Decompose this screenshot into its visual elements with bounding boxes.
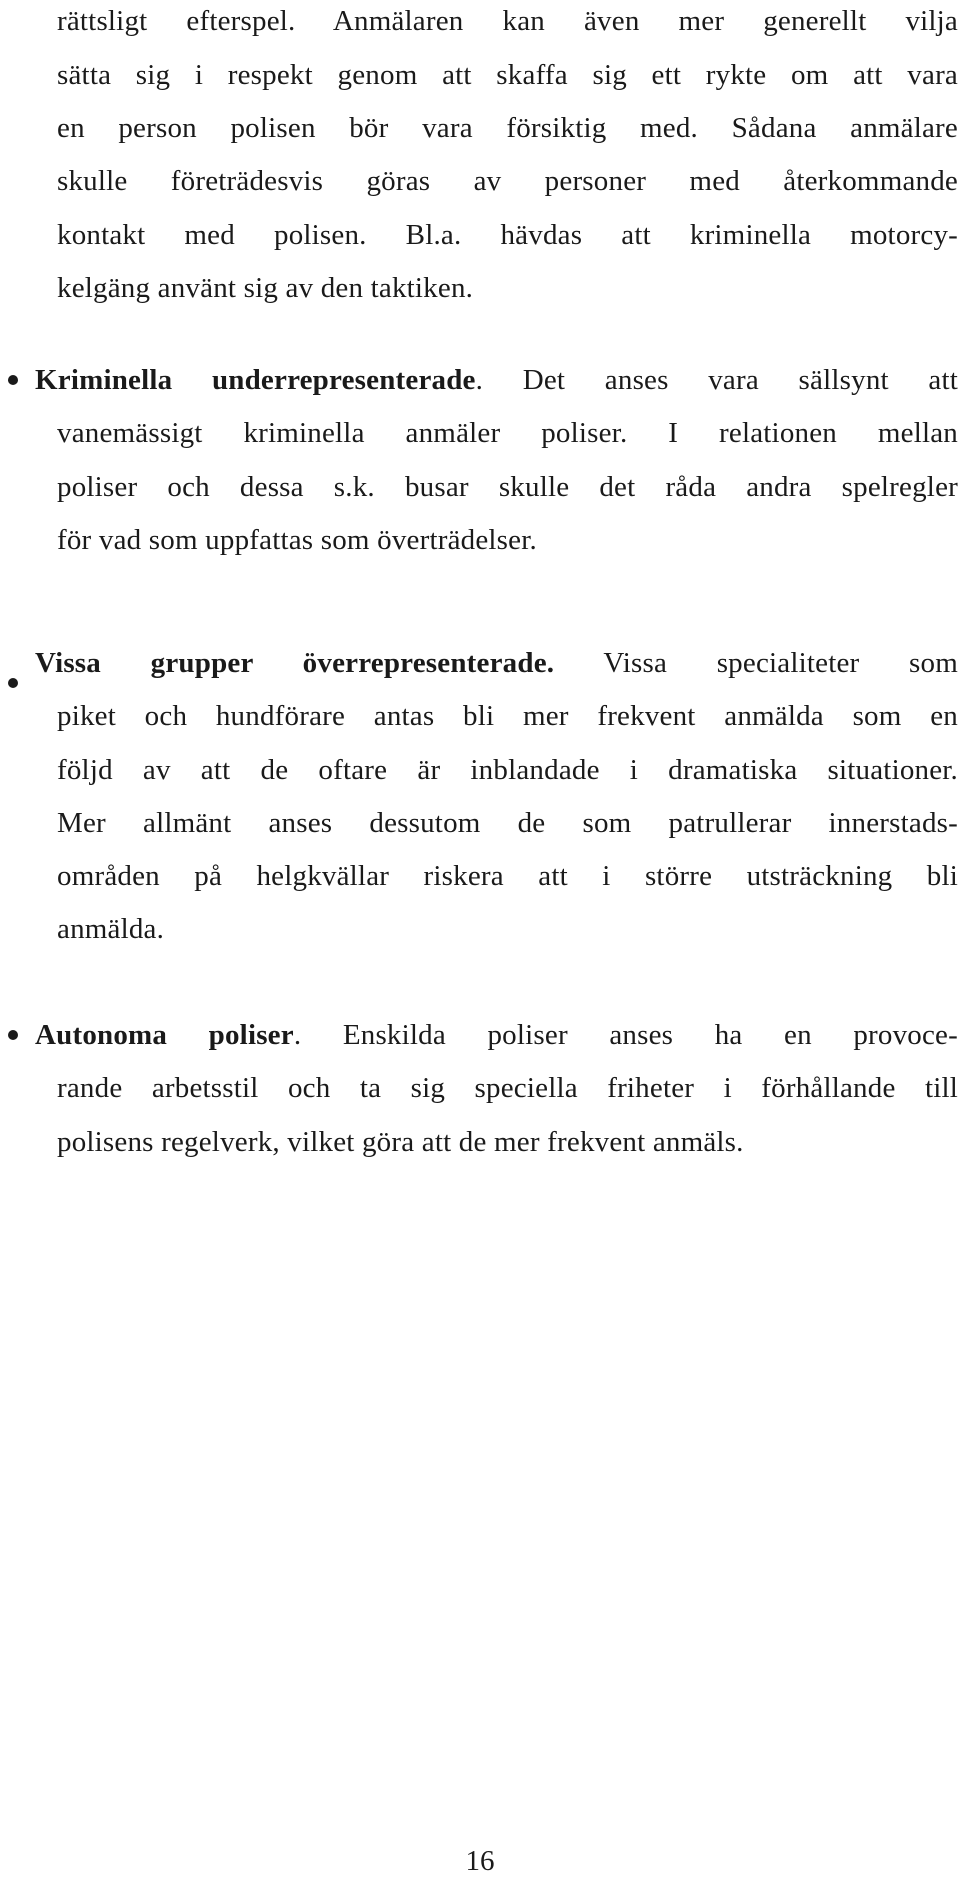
bullet-first-line (35, 361, 958, 399)
page-number: 16 (465, 1845, 495, 1877)
bullet-line: vanemässigt kriminella anmäler poliser. I relationen mellan (57, 417, 958, 449)
bullet-first-line (35, 1016, 958, 1054)
bullet-line: följd av att de oftare är inblandade i dramatiska situationer. (57, 754, 958, 786)
bullet-line: för vad som uppfattas som överträdelser. (57, 524, 537, 556)
bullet-heading: Vissa grupper överrepresenterade. (35, 647, 555, 679)
bullet-first-text: Vissa specialiteter som (554, 647, 958, 679)
intro-line: en person polisen bör vara försiktig med. Sådana anmälare (57, 112, 958, 144)
intro-line: kelgäng använt sig av den taktiken. (57, 272, 474, 304)
bullet-line: polisens regelverk, vilket göra att de mer frekvent anmäls. (57, 1126, 744, 1158)
bullet-line: områden på helgkvällar riskera att i större utsträckning bli (57, 860, 958, 892)
intro-line: kontakt med polisen. Bl.a. hävdas att kriminella motorcy- (57, 219, 958, 251)
bullet-heading: Kriminella underrepresenterade (35, 364, 476, 396)
bullet-first-text: . Det anses vara sällsynt att (475, 364, 958, 396)
bullet-first-text: . Enskilda poliser anses ha en provoce- (293, 1019, 958, 1051)
bullet-first-line (35, 644, 958, 682)
bullet-heading: Autonoma poliser (35, 1019, 294, 1051)
bullet-line: poliser och dessa s.k. busar skulle det råda andra spelregler (57, 471, 958, 503)
intro-line: sätta sig i respekt genom att skaffa sig ett rykte om att vara (57, 59, 958, 91)
bullet-line: anmälda. (57, 913, 165, 945)
bullet-line: Mer allmänt anses dessutom de som patrullerar innerstads- (57, 807, 958, 839)
intro-line: rättsligt efterspel. Anmälaren kan även mer generellt vilja (57, 5, 958, 37)
bullet-icon (8, 678, 18, 688)
intro-line: skulle företrädesvis göras av personer med återkommande (57, 165, 958, 197)
bullet-line: piket och hundförare antas bli mer frekvent anmälda som en (57, 700, 958, 732)
bullet-icon (8, 375, 18, 385)
bullet-icon (8, 1030, 18, 1040)
bullet-line: rande arbetsstil och ta sig speciella friheter i förhållande till (57, 1072, 958, 1104)
